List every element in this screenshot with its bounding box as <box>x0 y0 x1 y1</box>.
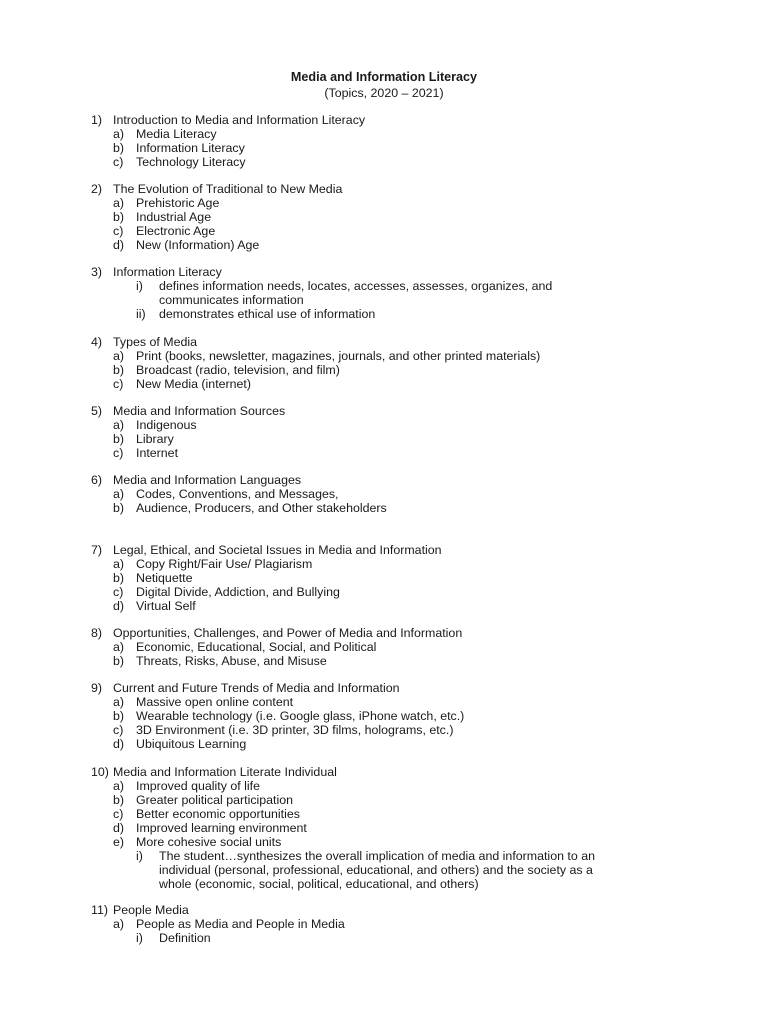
sub-item-marker: a) <box>113 418 125 432</box>
subsub-item-text-continued: whole (economic, social, political, educational, and others) <box>159 877 479 891</box>
topic-number: 3) <box>91 265 103 279</box>
sub-item-text: More cohesive social units <box>136 835 282 849</box>
sub-item-marker: a) <box>113 196 125 210</box>
subsub-item-marker: ii) <box>136 307 146 321</box>
topic-number: 6) <box>91 473 103 487</box>
sub-item-marker: d) <box>113 737 125 751</box>
sub-item-text: New (Information) Age <box>136 238 260 252</box>
sub-item-marker: a) <box>113 640 125 654</box>
sub-item-text: Technology Literacy <box>136 155 246 169</box>
sub-item-marker: c) <box>113 807 124 821</box>
topic-label: Legal, Ethical, and Societal Issues in Media and Information <box>113 543 442 557</box>
sub-item-marker: a) <box>113 779 125 793</box>
topic-number: 11) <box>91 903 108 917</box>
sub-item-marker: c) <box>113 446 124 460</box>
sub-item-marker: d) <box>113 238 125 252</box>
sub-item-text: Greater political participation <box>136 793 294 807</box>
topic-label: Current and Future Trends of Media and Information <box>113 681 400 695</box>
sub-item-marker: c) <box>113 224 124 238</box>
topic-number: 10) <box>91 765 109 779</box>
sub-item-marker: d) <box>113 821 125 835</box>
sub-item-text: Virtual Self <box>136 599 196 613</box>
sub-item-marker: a) <box>113 487 125 501</box>
subsub-item-text: defines information needs, locates, accesses, assesses, organizes, and <box>159 279 553 293</box>
sub-item-marker: a) <box>113 127 125 141</box>
sub-item-text: Ubiquitous Learning <box>136 737 247 751</box>
topic-label: Media and Information Languages <box>113 473 302 487</box>
sub-item-marker: d) <box>113 599 125 613</box>
topic-label: People Media <box>113 903 189 917</box>
sub-item-text: Copy Right/Fair Use/ Plagiarism <box>136 557 313 571</box>
sub-item-text: Better economic opportunities <box>136 807 300 821</box>
sub-item-text: Information Literacy <box>136 141 245 155</box>
topic-number: 2) <box>91 182 103 196</box>
topic-number: 5) <box>91 404 103 418</box>
topic-label: Types of Media <box>113 335 198 349</box>
sub-item-marker: c) <box>113 155 124 169</box>
topic-label: Information Literacy <box>113 265 222 279</box>
topic-number: 1) <box>91 113 103 127</box>
sub-item-text: Indigenous <box>136 418 197 432</box>
sub-item-text: Audience, Producers, and Other stakeholders <box>136 501 387 515</box>
sub-item-text: 3D Environment (i.e. 3D printer, 3D films, holograms, etc.) <box>136 723 454 737</box>
topic-label: Media and Information Sources <box>113 404 286 418</box>
sub-item-text: Wearable technology (i.e. Google glass, iPhone watch, etc.) <box>136 709 465 723</box>
sub-item-text: Prehistoric Age <box>136 196 220 210</box>
topic-number: 8) <box>91 626 103 640</box>
sub-item-text: Massive open online content <box>136 695 294 709</box>
sub-item-text: Digital Divide, Addiction, and Bullying <box>136 585 340 599</box>
sub-item-marker: a) <box>113 695 125 709</box>
sub-item-marker: b) <box>113 501 125 515</box>
topic-label: The Evolution of Traditional to New Media <box>113 182 343 196</box>
document-subtitle: (Topics, 2020 – 2021) <box>324 86 444 100</box>
sub-item-text: Industrial Age <box>136 210 212 224</box>
topic-number: 7) <box>91 543 103 557</box>
subsub-item-marker: i) <box>136 931 143 945</box>
sub-item-text: Improved quality of life <box>136 779 260 793</box>
sub-item-text: Economic, Educational, Social, and Political <box>136 640 377 654</box>
topic-number: 9) <box>91 681 103 695</box>
sub-item-text: Threats, Risks, Abuse, and Misuse <box>136 654 327 668</box>
sub-item-marker: b) <box>113 709 125 723</box>
sub-item-text: Codes, Conventions, and Messages, <box>136 487 339 501</box>
sub-item-marker: a) <box>113 557 125 571</box>
sub-item-text: Improved learning environment <box>136 821 307 835</box>
sub-item-text: People as Media and People in Media <box>136 917 345 931</box>
subsub-item-text: demonstrates ethical use of information <box>159 307 376 321</box>
subsub-item-text: Definition <box>159 931 211 945</box>
subsub-item-text: The student…synthesizes the overall implication of media and information to an <box>159 849 595 863</box>
subsub-item-text-continued: individual (personal, professional, educational, and others) and the society as a <box>159 863 593 877</box>
sub-item-marker: b) <box>113 432 125 446</box>
sub-item-marker: c) <box>113 723 124 737</box>
sub-item-marker: b) <box>113 654 125 668</box>
subsub-item-marker: i) <box>136 279 143 293</box>
sub-item-marker: c) <box>113 377 124 391</box>
sub-item-text: Internet <box>136 446 179 460</box>
sub-item-marker: b) <box>113 571 125 585</box>
sub-item-marker: b) <box>113 793 125 807</box>
sub-item-marker: b) <box>113 141 125 155</box>
sub-item-marker: a) <box>113 349 125 363</box>
sub-item-marker: b) <box>113 210 125 224</box>
topic-label: Introduction to Media and Information Literacy <box>113 113 366 127</box>
sub-item-text: Broadcast (radio, television, and film) <box>136 363 340 377</box>
sub-item-text: Media Literacy <box>136 127 217 141</box>
sub-item-text: Netiquette <box>136 571 193 585</box>
sub-item-text: New Media (internet) <box>136 377 252 391</box>
sub-item-marker: c) <box>113 585 124 599</box>
sub-item-text: Electronic Age <box>136 224 216 238</box>
sub-item-marker: a) <box>113 917 125 931</box>
topic-number: 4) <box>91 335 103 349</box>
sub-item-marker: b) <box>113 363 125 377</box>
sub-item-text: Library <box>136 432 174 446</box>
topic-label: Media and Information Literate Individual <box>113 765 337 779</box>
subsub-item-marker: i) <box>136 849 143 863</box>
topic-label: Opportunities, Challenges, and Power of Media and Information <box>113 626 463 640</box>
document-title: Media and Information Literacy <box>290 70 478 84</box>
subsub-item-text-continued: communicates information <box>159 293 304 307</box>
sub-item-text: Print (books, newsletter, magazines, journals, and other printed materials) <box>136 349 541 363</box>
sub-item-marker: e) <box>113 835 125 849</box>
